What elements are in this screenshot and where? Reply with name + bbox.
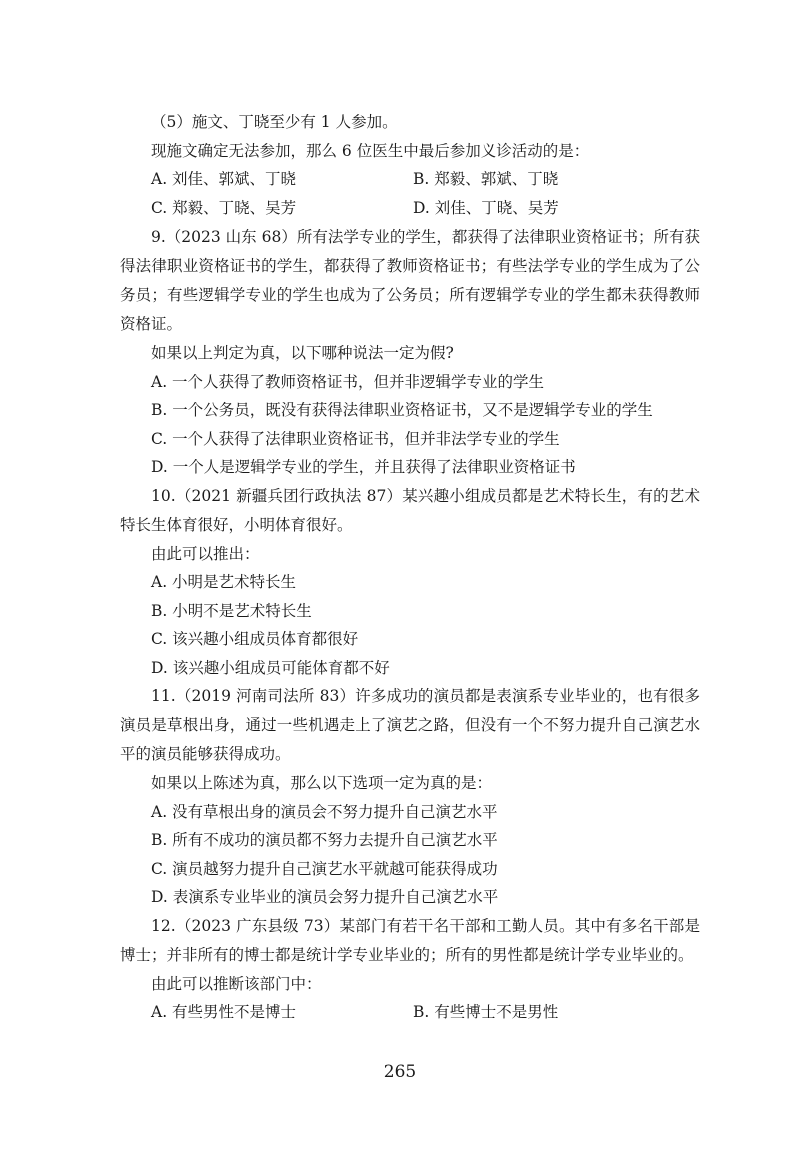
q11-question: 如果以上陈述为真，那么以下选项一定为真的是： [151, 774, 493, 792]
q10-option-b: B. 小明不是艺术特长生 [151, 601, 312, 620]
q9-option-a: A. 一个人获得了教师资格证书，但并非逻辑学专业的学生 [151, 372, 545, 391]
q8-option-c: C. 郑毅、丁晓、吴芳 [151, 199, 297, 217]
page-number: 265 [383, 1062, 417, 1082]
q11-option-c: C. 演员越努力提升自己演艺水平就越可能获得成功 [151, 859, 498, 878]
q9-stem: 9.（2023 山东 68）所有法学专业的学生，都获得了法律职业资格证书；所有获得法律职业资格证书的学生，都获得了教师资格证书；有些法学专业的学生成为了公务员；有些逻辑学专业的学生也成为了公务员；所有逻辑学专业的学生都未获得教师资格证。 [120, 228, 700, 333]
q9-option-c: C. 一个人获得了法律职业资格证书，但并非法学专业的学生 [151, 429, 560, 448]
q11-stem: 11.（2019 河南司法所 83）许多成功的演员都是表演系专业毕业的，也有很多演员是草根出身，通过一些机遇走上了演艺之路，但没有一个不努力提升自己演艺水平的演员能够获得成功。 [120, 687, 700, 763]
page-content [120, 108, 700, 1027]
q8-stem: 现施文确定无法参加，那么 6 位医生中最后参加义诊活动的是： [151, 141, 590, 160]
q11-option-d: D. 表演系专业毕业的演员会努力提升自己演艺水平 [151, 888, 499, 906]
q12-stem: 12.（2023 广东县级 73）某部门有若干名干部和工勤人员。其中有多名干部是博士；并非所有的博士都是统计学专业毕业的；所有的男性都是统计学专业毕业的。 [120, 916, 700, 964]
q10-option-d: D. 该兴趣小组成员可能体育都不好 [151, 658, 390, 677]
q11-option-a: A. 没有草根出身的演员会不努力提升自己演艺水平 [151, 802, 498, 821]
q9-option-b: B. 一个公务员，既没有获得法律职业资格证书，又不是逻辑学专业的学生 [151, 401, 653, 419]
q12-option-a: A. 有些男性不是博士 [151, 1003, 297, 1021]
q8-condition-5: （5）施文、丁晓至少有 1 人参加。 [151, 113, 398, 131]
q8-options-row-1 [120, 165, 700, 194]
q10-question: 由此可以推出： [151, 544, 260, 563]
q8-options-row-2 [120, 194, 700, 223]
q10-option-c: C. 该兴趣小组成员体育都很好 [151, 630, 359, 648]
q12-options-row-1 [120, 998, 700, 1027]
q10-option-a: A. 小明是艺术特长生 [151, 573, 297, 591]
q10-stem: 10.（2021 新疆兵团行政执法 87）某兴趣小组成员都是艺术特长生，有的艺术特长生体育很好，小明体育很好。 [120, 486, 700, 534]
q9-question: 如果以上判定为真，以下哪种说法一定为假? [151, 344, 454, 362]
q12-option-b: B. 有些博士不是男性 [413, 1003, 559, 1021]
q9-option-d: D. 一个人是逻辑学专业的学生，并且获得了法律职业资格证书 [151, 458, 576, 476]
q11-option-b: B. 所有不成功的演员都不努力去提升自己演艺水平 [151, 831, 498, 849]
q8-option-a: A. 刘佳、郭斌、丁晓 [151, 170, 297, 188]
q12-question: 由此可以推断该部门中： [151, 974, 322, 993]
q8-option-d: D. 刘佳、丁晓、吴芳 [413, 199, 559, 217]
q8-option-b: B. 郑毅、郭斌、丁晓 [413, 170, 559, 188]
